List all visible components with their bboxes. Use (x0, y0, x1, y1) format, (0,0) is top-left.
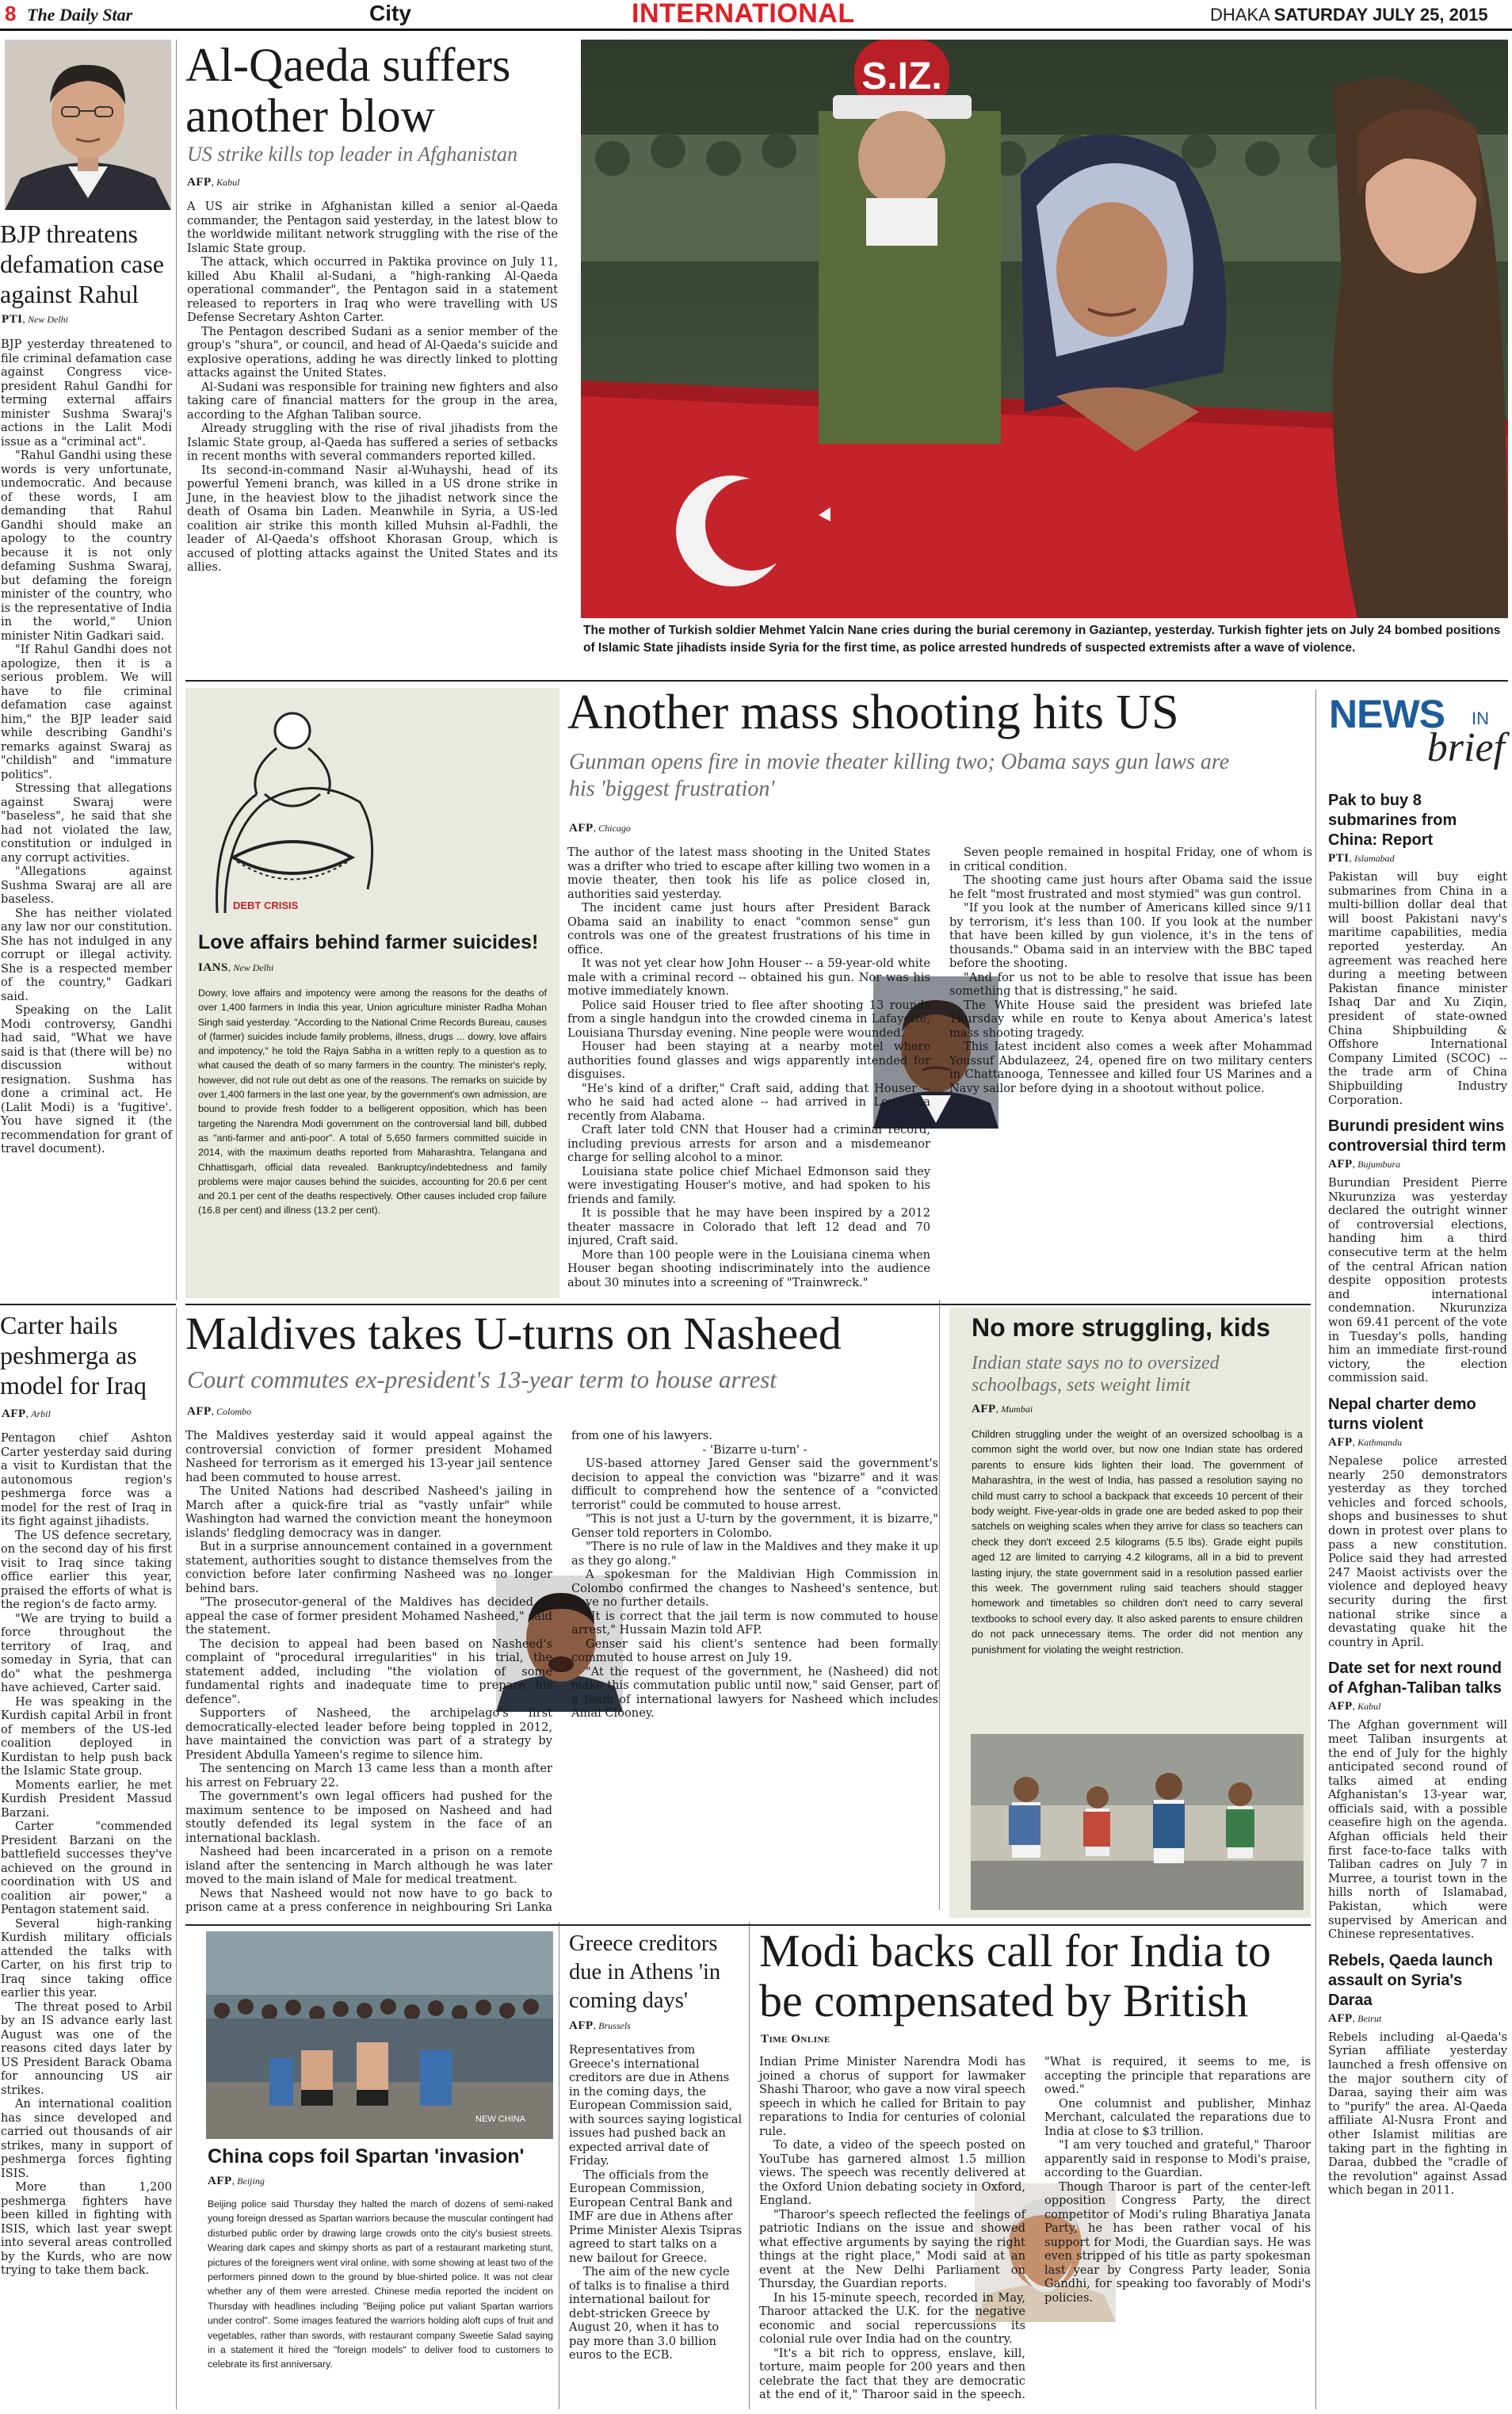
section-rule (185, 680, 1508, 682)
section-rule (185, 1304, 1311, 1305)
shooting-headline: Another mass shooting hits US (567, 686, 1179, 739)
greece-byline: AFP, Brussels (569, 2019, 631, 2032)
brief-headline: Pak to buy 8 submarines from China: Report (1328, 792, 1457, 849)
byline-place: Beirut (1357, 2012, 1382, 2024)
paragraph: "And for us not to be able to resolve that issue has been something that is distressing," he said. (949, 970, 1312, 998)
paragraph: The author of the latest mass shooting in the United States was a drifter who tried to escape after killing two women in a movie theater, then took his life as police closed in, authorities said yesterday. (567, 846, 930, 901)
paragraph: Indian Prime Minister Narendra Modi has joined a chorus of support for lawmaker Shashi Tharoor, who gave a now viral speech speech in which he called for Britain to pay reparations to India for centuries of colonial rule. (759, 2055, 1025, 2138)
paragraph: It is possible that he may have been inspired by a 2012 theater massacre in Colorado that left 12 dead and 70 injured, Craft said. (567, 1206, 930, 1247)
brief-body: The Afghan government will meet Taliban insurgents at the end of July for the highly anticipated second round of talks aimed at ending Afghanistan's 13-year war, officials said, with a possible ceasefire high on the agenda. Afghan officials held their first face-to-face talks with Taliban cadres on July 7 in Murree, a tourist town in the hills north of Islamabad, Pakistan, which were supervised by American and Chinese representatives. (1328, 1718, 1507, 1942)
turkey-caption: The mother of Turkish soldier Mehmet Yalcin Nane cries during the burial ceremony in Gaziantep, yesterday. Turkish fighter jets on July 24 bombed positions of Islamic State jihadists inside Syria for the first time, as police arrested hundreds of suspected extremists after a wave of violence. (583, 624, 1501, 655)
brief-headline: Burundi president wins controversial third term (1328, 1117, 1506, 1155)
byline-agency: AFP (187, 1405, 212, 1418)
bjp-body (1, 338, 172, 1292)
news-in-brief-title (1327, 691, 1508, 778)
paragraph: But in a surprise announcement contained in a government statement, authorities sought to distance themselves from the conviction before later confirming Nasheed was no longer behind bars. (185, 1540, 552, 1595)
paragraph: A spokesman for the Maldivian High Commission in Colombo confirmed the changes to Nasheed's sentence, but gave no further details. (571, 1568, 938, 1609)
date-city: DHAKA (1210, 5, 1270, 25)
bjp-byline: PTI, New Delhi (2, 313, 69, 326)
brief-byline: AFP, Bujumbura (1328, 1158, 1401, 1171)
paragraph: The aim of the new cycle of talks is to finalise a third international bailout for debt-stricken Greece by August 20, when it has to pay more than 3.0 billion euros to the ECB. (569, 2265, 730, 2362)
paragraph: Craft later told CNN that Houser had a criminal record, including previous arrests for arson and a misdemeanor charge for selling alcohol to a minor. (567, 1123, 930, 1164)
byline-agency: AFP (972, 1403, 996, 1415)
brief-item (1328, 1395, 1507, 1649)
divider (749, 1922, 750, 2409)
spartan-body: Beijing police said Thursday they halted the march of dozens of semi-naked young foreign dressed as Spartan warriors because the muscular contingent had disturbed public order by drawing large crowds onto the city's busiest streets. Wearing dark capes and skimpy shorts as part of a restaurant marketing stunt, pictures of the foreigners went viral online, with some showing at least two of the performers pinned down to the ground by blue-shirted police. It was not clear whether any of them were arrested. Chinese media reported the incident on Thursday with headlines including "Beijing police put valiant Spartan warriors under control". Some images featured the warriors holding aloft cups of fruit and vegetables, rather than swords, with restaurant company Sweetie Salad saying in a statement it hired the "foreign models" to deliver food to customers to celebrate its first anniversary. (208, 2198, 553, 2370)
byline-agency: AFP (1328, 1700, 1353, 1713)
byline-agency: Time Online (761, 2033, 830, 2045)
photo-credit: PHOTO: AFP (565, 560, 576, 618)
photo-watermark: NEW CHINA (475, 2114, 525, 2124)
paragraph: The US defence secretary, on the second day of his first visit to Iraq since taking office earlier this year, praised the efforts of what is the region's de facto army. (1, 1528, 172, 1611)
masthead-rule (0, 29, 1512, 31)
kids-byline: AFP, Mumbai (972, 1403, 1033, 1415)
paragraph: The decision to appeal had been based on Nasheed's complaint of "procedural irregularities" in his trial, the statement added, including "the violation of some fundamental rights and inadequate time to prepare his defence". (185, 1637, 552, 1706)
byline-agency: AFP (2, 1408, 26, 1420)
modi-byline (761, 2033, 830, 2046)
farmer-body: Dowry, love affairs and impotency were among the reasons for the deaths of over 1,400 farmers in India this year, Union agriculture minister Radha Mohan Singh said yesterday. "According to the National Crime Records Bureau, causes of (farmer) suicides include family problems, illness, drugs ... dowry, love affairs and impotency," he told the Rajya Sabha in a written reply to a question as to what caused the death of so many farmers in the country. The minister's reply, however, did not rule out debt as one of the reasons. The remarks on suicide by over 1,400 farmers in the last one year, by the government's own admission, are bound to provide fresh fodder to a belligerent opposition, which has been targeting the Narendra Modi government on the controversial land bill, dubbed as "anti-farmer and anti-poor". A total of 5,650 farmers committed suicide in 2014, with the maximum deaths reported from Maharashtra, Telangana and Chhattisgarh, official data revealed. Bankruptcy/indebtedness and family problems were major causes behind the suicides, accounting for 20.6 per cent and 20.1 per cent of the deaths respectively. Other causes included crop failure (16.8 per cent) and illness (13.2 per cent). (198, 987, 547, 1217)
page-number: 8 (5, 2, 17, 25)
brief-item (1328, 1659, 1507, 1942)
date: SATURDAY JULY 25, 2015 (1273, 5, 1488, 25)
alqaeda-body (187, 200, 558, 667)
brief-body: Nepalese police arrested nearly 250 demonstrators yesterday as they torched vehicles and forced schools, shops and businesses to shut down in protest over plans to pass a new constitution. Police said they had arrested 247 Maoist activists over the violence and deployed heavy security during the first national strike since a devastating quake hit the country in April. (1328, 1454, 1507, 1649)
paragraph: This latest incident also comes a week after Mohammad Youssuf Abdulazeez, 24, opened fire on two military centers in Chattanooga, Tennessee and killed four US Marines and a Navy sailor before dying in a shootout without police. (949, 1040, 1312, 1095)
noose-illustration-icon (201, 699, 384, 925)
brief-body: Pakistan will buy eight submarines from China in a multi-billion dollar deal that will boost Pakistani navy's maritime capabilities, media reported yesterday. An agreement was reached here during a meeting between Pakistan finance minister Ishaq Dar and Xu Ziqin, president of state-owned China Shipbuilding & Offshore International Company Limited (SCOC) -- the trade arm of China Shipbuilding Industry Corporation. (1328, 870, 1507, 1107)
paragraph: "He's kind of a drifter," Craft said, adding that Houser -- who he said had acted alone -- had arrived in Louisiana recently from Alabama. (567, 1081, 930, 1123)
brief-headline: Rebels, Qaeda launch assault on Syria's Daraa (1328, 1951, 1493, 2009)
brief-title-news: NEWS (1329, 692, 1445, 736)
spartan-photo (206, 1931, 553, 2139)
paragraph: The White House said the president was briefed late Thursday while en route to Kenya about America's latest mass shooting tragedy. (949, 998, 1312, 1040)
maldives-byline: AFP, Colombo (187, 1405, 252, 1418)
paragraph: An international coalition has since developed and carried out thousands of air strikes, many in support of peshmerga forces fighting ISIS. (1, 2097, 172, 2180)
byline-agency: AFP (569, 822, 594, 835)
byline-agency: AFP (1328, 1158, 1353, 1171)
paragraph: Its second-in-command Nasir al-Wuhayshi, head of its powerful Yemeni branch, was killed in a US drone strike in June, in the heaviest blow to the jihadist network since the death of Osama bin Laden. Meanwhile in Syria, a US-led coalition air strike this month killed Muhsin al-Fadhli, the leader of Al-Qaeda's offshoot Khorasan Group, which is accused of plotting attacks against the United States and its allies. (187, 463, 558, 574)
paragraph: Speaking on the Lalit Modi controversy, Gandhi had said, "What we have said is that (there will be) no discussion without resignation. Sushma has done a criminal act. He (Lalit Modi) is a 'fugitive'. You have signed it (the recommendation for grant of travel document). (1, 1003, 172, 1155)
paragraph: "It's a bit rich to oppress, enslave, kill, torture, maim people for 200 years and then celebrate the fact that they are democratic at the end of it," Tharoor said in the speech. "What is required, it seems to me, is accepting the principle that reparations are owed." (759, 2055, 1311, 2401)
divider (1315, 689, 1316, 2409)
paragraph: "This is not just a U-turn by the government, it is bizarre," Genser told reporters in Colombo. (571, 1512, 938, 1540)
helmet-text: S.IZ. (861, 55, 942, 97)
brief-byline: AFP, Kathmandu (1328, 1436, 1403, 1449)
paragraph: Carter "commended President Barzani on the battlefield successes they've achieved on the ground in coordination with US and coalition air power," a Pentagon statement said. (1, 1820, 172, 1916)
byline-place: New Delhi (28, 314, 69, 325)
byline-place: New Delhi (233, 962, 274, 973)
paragraph: A US air strike in Afghanistan killed a senior al-Qaeda commander, the Pentagon said yesterday, in the latest blow to the worldwide militant network struggling with the rise of the Islamic State group. (187, 200, 558, 255)
alqaeda-byline: AFP, Kabul (187, 176, 240, 189)
paragraph: The threat posed to Arbil by an IS advance early last August was one of the reasons cited days later by US President Barack Obama for announcing US air strikes. (1, 2000, 172, 2097)
modi-headline: Modi backs call for India to be compensated by British (759, 1925, 1271, 2026)
maldives-body (185, 1429, 938, 1920)
bjp-headline: BJP threatens defamation case against Rahul (0, 220, 164, 308)
maldives-headline: Maldives takes U-turns on Nasheed (185, 1308, 842, 1359)
modi-body (759, 2055, 1311, 2412)
paragraph: "If you look at the number of Americans killed since 9/11 by terrorism, it's less than 100. If you look at the number that have been killed by gun violence, it's in the tens of thousands." Obama said in an interview with the BBC taped before the shooting. (949, 901, 1312, 970)
paragraph: The incident came just hours after President Barack Obama said an inability to enact "common sense" gun controls was one of the greatest frustrations of his time in office. (567, 901, 930, 957)
brief-title-in: IN (1472, 709, 1489, 728)
paragraph: The shooting came just hours after Obama said the issue he felt "most frustrated and most stymied" was gun control. (949, 873, 1312, 901)
byline-place: Colombo (216, 1406, 252, 1417)
paragraph: "Allegations against Sushma Swaraj are all are baseless. (1, 865, 172, 906)
byline-place: Islamabad (1354, 853, 1395, 864)
shooting-byline: AFP, Chicago (569, 822, 631, 835)
paragraph: "If Rahul Gandhi does not apologize, then it is a serious problem. We will have to file criminal defamation case against him," the BJP leader said while describing Gandhi's remarks against Swaraj as "childish" and "immature politics". (1, 643, 172, 781)
turkey-funeral-photo (565, 40, 1508, 618)
kids-box (949, 1308, 1311, 1918)
divider (176, 1308, 177, 2409)
paragraph: The attack, which occurred in Paktika province on July 11, killed Abu Khalil al-Sudani, a "high-ranking Al-Qaeda operational commander", the Pentagon said in a statement released to reporters in Iraq who were travelling with US Defense Secretary Ashton Carter. (187, 255, 558, 324)
byline-agency: AFP (569, 2019, 594, 2032)
paragraph: US-based attorney Jared Genser said the government's decision to appeal the conviction was "bizarre" and it was difficult to comprehend how the sentence of a "convicted terrorist" could be commuted to house arrest. (571, 1457, 938, 1512)
paragraph: It was not yet clear how John Houser -- a 59-year-old white male with a criminal record -- obtained his gun. Nor was his motive immediately known. (567, 957, 930, 998)
paragraph: Pentagon chief Ashton Carter yesterday said during a visit to Kurdistan that the autonomous region's peshmerga force was a model for the rest of Iraq in its fight against jihadists. (1, 1431, 172, 1528)
illustration-text: DEBT CRISIS (233, 900, 299, 911)
paragraph: News that Nasheed would not now have to go back to prison came at a press conference in neighbouring Sri Lanka from one of his lawyers. (185, 1429, 712, 1914)
rahul-gandhi-photo (5, 40, 171, 210)
spartan-byline: AFP, Beijing (208, 2175, 265, 2187)
byline-agency: AFP (1328, 1436, 1353, 1449)
paragraph: "There is no rule of law in the Maldives and they make it up as they go along." (571, 1540, 938, 1568)
carter-byline: AFP, Arbil (2, 1408, 51, 1420)
divider (176, 40, 177, 1300)
paragraph: Louisiana state police chief Michael Edmonson said they were investigating Houser's motive, and had spoken to his friends and family. (567, 1164, 930, 1206)
paragraph: Several high-ranking Kurdish military officials attended the talks with Carter, on his first trip to Iraq since taking office earlier this year. (1, 1916, 172, 2000)
section-title: INTERNATIONAL (632, 0, 855, 29)
kids-deck: Indian state says no to oversized schoolbags, sets weight limit (972, 1353, 1220, 1396)
paragraph: To date, a video of the speech posted on YouTube has garnered almost 1.5 million views. The speech was recently delivered at the Oxford Union debating society in Oxford, England. (759, 2138, 1025, 2207)
byline-agency: AFP (208, 2175, 232, 2187)
paragraph: Though Tharoor is part of the center-left opposition Congress Party, the direct competitor of Modi's ruling Bharatiya Janata Party, he has been rather vocal of his support for Modi, the Guardian says. He was even stripped of his title as party spokesman last year by Congress Party leader, Sonia Gandhi, for speaking too favorably of Modi's policies. (1044, 2179, 1311, 2305)
byline-place: Bujumbura (1357, 1159, 1401, 1171)
paragraph: "Tharoor's speech reflected the feelings of patriotic Indians on the issue and showed what effective arguments by saying the right things at the right place," Modi said at an event at the New Delhi Parliament on Thursday, the Guardian reports. (759, 2207, 1025, 2290)
portrait-icon (5, 40, 171, 210)
byline-place: Kabul (216, 177, 240, 188)
brief-item (1328, 1951, 1507, 2198)
paragraph: BJP yesterday threatened to file criminal defamation case against Congress vice-president Rahul Gandhi for terming external affairs minister Sushma Swaraj's actions in the Lalit Modi issue as a "criminal act". (1, 338, 172, 449)
paragraph: More than 100 people were in the Louisiana cinema when Houser began shooting indiscriminately into the audience about 30 minutes into a screening of "Trainwreck." (567, 1247, 930, 1289)
paragraph: Houser had been staying at a nearby motel where authorities found glasses and wigs apparently intended for disguises. (567, 1040, 930, 1081)
greece-body (569, 2043, 743, 2412)
paragraph: The sentencing on March 13 came less than a month after his arrest on February 22. (185, 1762, 552, 1789)
byline-place: Brussels (598, 2020, 631, 2031)
byline-place: Kabul (1357, 1701, 1381, 1713)
paragraph: More than 1,200 peshmerga fighters have been killed in fighting with ISIS, which last year swept into several areas controlled by the Kurds, who are now trying to take them back. (1, 2180, 172, 2277)
paragraph: He was speaking in the Kurdish capital Arbil in front of members of the US-led coalition deployed in Kurdistan to help push back the Islamic State group. (1, 1694, 172, 1778)
section-left: City (369, 1, 411, 25)
brief-byline: AFP, Kabul (1328, 1700, 1381, 1713)
kids-body: Children struggling under the weight of an oversized schoolbag is a common sight the world over, but now one Indian state has ordered parents to ensure kids lighten their load. The government of Maharashtra, in the west of India, has passed a resolution saying no child must carry to school a backpack that exceeds 10 percent of their body weight. Five-year-olds in grade one are beded asked to pop their satchels on weighing scales when they arrive for class so teachers can check they don't exceed 2.5 kilograms (5.5 lbs). Grade eight pupils aged 12 are limited to carrying 4.2 kilograms, all in a bid to prevent lasting injury, the state government said in a resolution passed earlier this week. The government ruling said teachers should stagger homework and timetables so children don't need to carry several textbooks to school every day. It also asked parents to ensure children do not pack unnecessary items. The order did not mention any punishment for violating the weight restriction. (972, 1428, 1303, 1656)
paragraph: Supporters of Nasheed, the archipelago's first democratically-elected leader before being toppled in 2012, have maintained the conviction was part of a strategy by President Abdulla Yameen's regime to silence him. (185, 1706, 552, 1762)
paragraph: Stressing that allegations against Swaraj were "baseless", he said that she had not violated the law, constitution or indulged in any corrupt activities. (1, 781, 172, 865)
brief-title-brief: brief (1426, 725, 1505, 770)
paragraph: "The prosecutor-general of the Maldives has decided to appeal the case of former president Mohamed Nasheed," said the statement. (185, 1595, 552, 1637)
byline-agency: AFP (1328, 2011, 1353, 2025)
paragraph: Police said Houser tried to flee after shooting 13 rounds from a single handgun into the crowded cinema in Lafayette, Louisiana Thursday evening. Nine people were wounded. (567, 998, 930, 1040)
schoolchildren-scene-icon (971, 1734, 1304, 1910)
paragraph: The officials from the European Commission, European Central Bank and IMF are due in Athens after Prime Minister Alexis Tsipras agreed to start talks on a new bailout for Greece. (569, 2168, 743, 2265)
brief-headline: Date set for next round of Afghan-Taliban talks (1328, 1660, 1502, 1698)
byline-agency: PTI (2, 313, 23, 326)
brief-byline: AFP, Beirut (1328, 2011, 1382, 2025)
byline-place: Chicago (598, 823, 631, 834)
byline-agency: AFP (187, 176, 212, 189)
kids-headline: No more struggling, kids (972, 1313, 1270, 1342)
paragraph: Genser said his client's sentence had been formally commuted to house arrest on July 19. (571, 1637, 938, 1664)
paragraph: - 'Bizarre u-turn' - (702, 1442, 808, 1457)
brief-headline: Nepal charter demo turns violent (1328, 1396, 1476, 1433)
paragraph: Nasheed had been incarcerated in a prison on a remote island after the sentencing in March although he was later moved to the main island of Male for medical treatment. (185, 1845, 552, 1886)
farmer-headline: Love affairs behind farmer suicides! (198, 931, 539, 953)
paragraph: Moments earlier, he met Kurdish President Massud Barzani. (1, 1778, 172, 1820)
paragraph: "At the request of the government, he (Nasheed) did not make this commutation public until now," said Genser, part of a team of international lawyers for Nasheed which includes Amal Clooney. (571, 1664, 938, 1720)
farmer-byline: IANS, New Delhi (198, 961, 274, 974)
alqaeda-deck: US strike kills top leader in Afghanistan (187, 143, 517, 166)
brief-body: Burundian President Pierre Nkurunziza was yesterday declared the outright winner of controversial elections, handing him a third consecutive term at the helm of the central African nation despite opposition protests and international condemnation. Nkurunziza won 69.41 percent of the vote in Tuesday's polls, handing him an immediate first-round victory, the election commission said. (1328, 1176, 1507, 1385)
maldives-deck: Court commutes ex-president's 13-year term to house arrest (187, 1366, 777, 1393)
paragraph: One columnist and publisher, Minhaz Merchant, calculated the reparations due to India at close to $3 trillion. (1044, 2096, 1311, 2138)
shooting-body (567, 846, 1312, 1289)
paragraph: The government's own legal officers had pushed for the maximum sentence to be imposed on Nasheed and had stoutly defended its legal system in the face of an international backlash. (185, 1789, 552, 1845)
byline-place: Arbil (31, 1408, 51, 1419)
carter-headline: Carter hails peshmerga as model for Iraq (0, 1311, 147, 1400)
paragraph: The Maldives yesterday said it would appeal against the controversial conviction of former president Mohamed Nasheed for terrorism as it emerged his 13-year jail sentence had been commuted to house arrest. (185, 1429, 552, 1484)
brief-item (1328, 791, 1507, 1107)
paragraph: The United Nations had described Nasheed's jailing in March after a quick-fire trial as "vastly unfair" while Washington had warned the conviction meant the honeymoon islands' fledgling democracy was in danger. (185, 1484, 552, 1540)
shooting-deck: Gunman opens fire in movie theater killing two; Obama says gun laws are his 'biggest frustration' (569, 750, 1230, 801)
paragraph: Already struggling with the rise of rival jihadists from the Islamic State group, al-Qaeda has suffered a series of setbacks in recent months with several commanders reported killed. (187, 422, 558, 463)
brief-item (1328, 1117, 1507, 1385)
paragraph: "I am very touched and grateful," Tharoor apparently said in response to Modi's praise, according to the Guardian. (1044, 2138, 1311, 2179)
paragraph: "Rahul Gandhi using these words is very unfortunate, undemocratic. And because of these words, I am demanding that Rahul Gandhi should make an apology to the country because it is not only defaming Sushma Swaraj, but defaming the foreign minister of the country, who is the representative of India in the world," Union minister Nitin Gadkari said. (1, 449, 172, 643)
crowd-scene-icon (206, 1931, 553, 2139)
paragraph: The Pentagon described Sudani as a senior member of the group's "shura", or council, and head of Al-Qaeda's suicide and explosive operations, adding he was directly linked to plotting attacks against the United States. (187, 324, 558, 380)
paragraph: Al-Sudani was responsible for training new fighters and also taking care of financial matters for the group in the area, according to the Afghan Taliban source. (187, 380, 558, 422)
paper-name: The Daily Star (27, 5, 133, 25)
byline-place: Kathmandu (1357, 1437, 1403, 1448)
paragraph: Representatives from Greece's international creditors are due in Athens in the coming days, the European Commission said, with sources saying logistical issues had pushed back an expected arrival date of Friday. (569, 2043, 743, 2168)
byline-agency: PTI (1328, 852, 1350, 865)
brief-body: Rebels including al-Qaeda's Syrian affiliate yesterday launched a fresh offensive on the major southern city of Daraa, saying their aim was to "purify" the area. Al-Qaeda affiliate Al-Nusra Front and other Islamist militias are taking part in the fighting in Daraa, dubbed the "cradle of the revolution" against Assad which began in 2011. (1328, 2030, 1507, 2198)
spartan-headline: China cops foil Spartan 'invasion' (208, 2145, 525, 2168)
date-line (1210, 5, 1488, 25)
funeral-scene-icon (581, 40, 1508, 618)
section-rule (0, 1304, 176, 1305)
carter-body (1, 1431, 172, 2410)
schoolkids-photo (971, 1734, 1304, 1910)
byline-agency: IANS (198, 961, 228, 974)
masthead (0, 0, 1512, 32)
greece-headline: Greece creditors due in Athens 'in coming days' (569, 1931, 721, 2013)
paragraph: "We are trying to build a force throughout the territory of Iraq, and someday in Syria, that can do" what the peshmerga have achieved, Carter said. (1, 1611, 172, 1694)
brief-byline: PTI, Islamabad (1328, 852, 1395, 865)
byline-place: Mumbai (1001, 1404, 1033, 1415)
paragraph: "It is correct that the jail term is now commuted to house arrest," Hussain Mazin told AFP. (571, 1609, 938, 1637)
farmer-box (185, 688, 559, 1298)
news-in-brief-list (1328, 791, 1507, 2408)
alqaeda-headline: Al-Qaeda suffers another blow (185, 39, 511, 142)
byline-place: Beijing (237, 2175, 265, 2187)
paragraph: In his 15-minute speech, recorded in May, Tharoor attacked the U.K. for the negative economic and social repercussions its colonial rule over India had on the country. (759, 2290, 1025, 2346)
paragraph: She has neither violated any law nor our constitution. She has not indulged in any corrupt or illegal activity. She is a respected member of the country," Gadkari said. (1, 906, 172, 1003)
paragraph: Seven people remained in hospital Friday, one of whom is in critical condition. (949, 846, 1312, 873)
divider (939, 1300, 940, 1910)
